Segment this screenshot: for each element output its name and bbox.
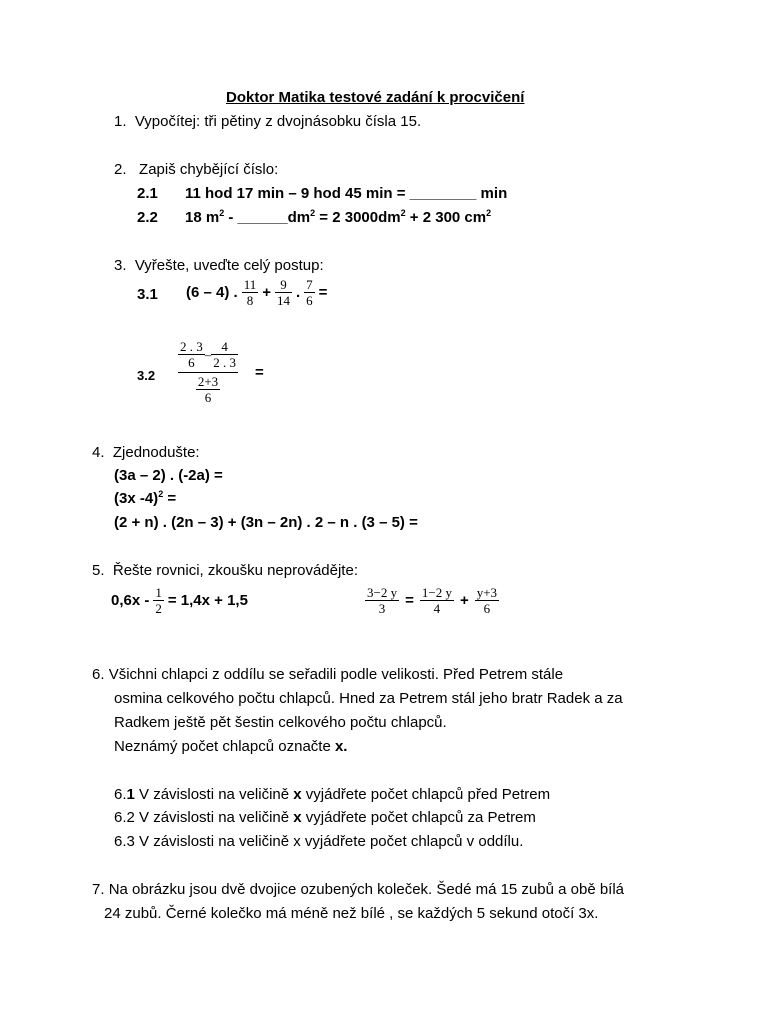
denominator: 2	[155, 601, 162, 616]
item-text-part: = 2 3000dm	[315, 209, 401, 226]
subquestion-6-1	[114, 786, 550, 804]
item-text-part: - ______dm	[224, 209, 311, 226]
exponent: 2	[310, 208, 316, 218]
variable: x.	[334, 738, 348, 755]
item-text: 11 hod 17 min – 9 hod 45 min = ________ min	[185, 185, 508, 202]
numerator: 2 . 3	[180, 339, 203, 354]
variable: x	[293, 786, 302, 803]
numerator: 1	[155, 585, 162, 600]
denominator: 3	[378, 601, 386, 616]
fraction	[365, 585, 399, 616]
numerator: 2+3	[197, 374, 219, 389]
question-7-line	[92, 881, 624, 899]
item-2-1	[137, 185, 507, 203]
page-title: Doktor Matika testové zadání k procvičení	[226, 89, 525, 106]
equation-part: 0,6x -	[111, 592, 150, 609]
denominator: 6	[306, 293, 313, 308]
question-number: 6.	[92, 666, 105, 683]
exponent: 2	[400, 208, 406, 218]
exponent: 2	[219, 208, 225, 218]
sub-text: 6.2 V závislosti na veličině	[114, 809, 294, 826]
fraction	[178, 339, 205, 370]
question-text: Všichni chlapci z oddílu se seřadili podle velikosti. Před Petrem stále	[108, 666, 564, 683]
item-text-part: + 2 300 cm	[405, 209, 487, 226]
fraction	[275, 277, 292, 308]
numerator: y+3	[476, 585, 498, 600]
equation-1	[111, 585, 248, 616]
question-6-line: Radkem ještě pět šestin celkového počtu chlapců.	[114, 714, 447, 731]
question-number: 7.	[92, 881, 105, 898]
item-3-1-expression	[186, 277, 327, 308]
question-2	[114, 161, 278, 179]
numerator: 3−2 y	[367, 585, 398, 600]
sub-text: vyjádřete počet chlapců za Petrem	[301, 809, 536, 826]
sub-label: 6.	[114, 786, 127, 803]
fraction	[196, 374, 220, 405]
expression-part: =	[163, 490, 177, 507]
expression-part: (3x -4)	[114, 490, 159, 507]
numerator: 7	[306, 277, 313, 292]
expression-part: (6 – 4) .	[186, 284, 238, 301]
item-3-1-label: 3.1	[137, 286, 158, 303]
exponent: 2	[486, 208, 492, 218]
equation-part: = 1,4x + 1,5	[167, 592, 248, 609]
equals-sign: =	[255, 364, 264, 381]
numerator: 11	[243, 277, 257, 292]
denominator: 4	[433, 601, 441, 616]
denominator: 6	[188, 355, 195, 370]
fraction	[242, 277, 259, 308]
sub-text: V závislosti na veličině	[134, 786, 294, 803]
question-5	[92, 562, 358, 580]
denominator: 6	[204, 390, 212, 405]
subquestion-6-3: 6.3 V závislosti na veličině x vyjádřete počet chlapců v oddílu.	[114, 833, 524, 850]
fraction	[475, 585, 499, 616]
question-number: 4.	[92, 444, 105, 461]
question-number: 5.	[92, 562, 105, 579]
question-7-line: 24 zubů. Černé kolečko má méně než bílé , se každých 5 sekund otočí 3x.	[104, 905, 599, 922]
question-text: Řešte rovnici, zkoušku neprovádějte:	[112, 562, 358, 579]
question-number: 2.	[114, 161, 127, 178]
operator: =	[405, 592, 414, 609]
numerator: 1−2 y	[421, 585, 452, 600]
operator: .	[295, 284, 301, 301]
item-label: 2.2	[137, 209, 158, 226]
question-text: Vyřešte, uveďte celý postup:	[134, 257, 324, 274]
numerator: 9	[275, 277, 292, 293]
fraction	[153, 585, 164, 616]
question-number: 1.	[114, 113, 127, 130]
denominator: 8	[246, 293, 254, 308]
sub-text: vyjádřete počet chlapců před Petrem	[301, 786, 551, 803]
fraction	[304, 277, 315, 308]
operator: +	[459, 592, 469, 609]
compound-fraction	[178, 339, 238, 405]
question-text: Vypočítej: tři pětiny z dvojnásobku čísla 15.	[134, 113, 422, 130]
question-4	[92, 444, 200, 462]
expression-line: (3a – 2) . (-2a) =	[114, 467, 223, 484]
item-2-2	[137, 209, 491, 227]
subquestion-6-2	[114, 809, 536, 827]
item-3-2-label: 3.2	[137, 368, 156, 383]
exponent: 2	[158, 489, 164, 499]
question-text: Zjednodušte:	[112, 444, 200, 461]
denominator: 2 . 3	[213, 355, 236, 370]
question-6-line: osmina celkového počtu chlapců. Hned za Petrem stál jeho bratr Radek a za	[114, 690, 623, 707]
operator: +	[262, 284, 271, 301]
question-text: Na obrázku jsou dvě dvojice ozubených koleček. Šedé má 15 zubů a obě bílá	[108, 881, 625, 898]
question-6-line	[92, 666, 563, 684]
fraction	[211, 339, 238, 370]
expression-line	[114, 490, 176, 508]
question-number: 3.	[114, 257, 127, 274]
compound-denominator	[178, 373, 238, 405]
numerator: 4	[211, 339, 238, 355]
operator: =	[318, 284, 328, 301]
variable: x	[293, 809, 302, 826]
question-6-line	[114, 738, 347, 756]
fraction	[420, 585, 454, 616]
denominator: 6	[483, 601, 491, 616]
item-label: 2.1	[137, 185, 158, 202]
item-text-part: 18 m	[185, 209, 220, 226]
operator: –	[204, 346, 212, 362]
question-3	[114, 257, 324, 275]
question-text: Neznámý počet chlapců označte	[114, 738, 331, 755]
sub-label: 1	[126, 786, 135, 803]
question-text: Zapiš chybějící číslo:	[139, 161, 279, 178]
equation-2	[365, 585, 499, 616]
question-1	[114, 113, 421, 131]
expression-line: (2 + n) . (2n – 3) + (3n – 2n) . 2 – n . (3 – 5) =	[114, 514, 418, 531]
compound-numerator	[178, 339, 238, 373]
denominator: 14	[276, 293, 290, 308]
